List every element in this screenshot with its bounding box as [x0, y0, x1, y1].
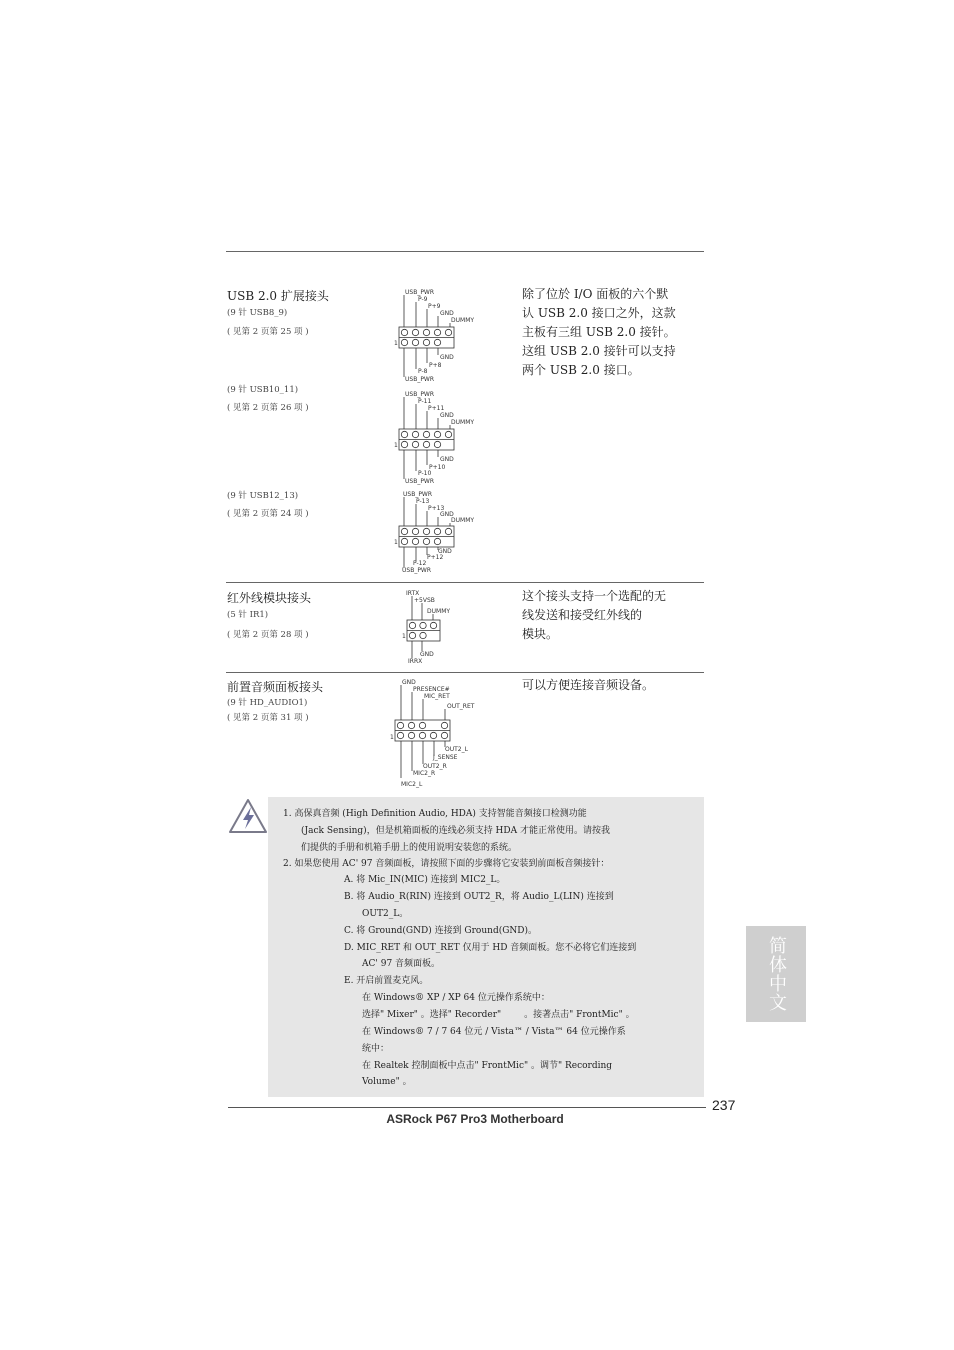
label-p-bottom-b: P+8 [429, 362, 442, 369]
audio-sub-2: ( 见第 2 页第 31 项 ) [227, 713, 309, 723]
label-p-top-b: P+11 [428, 405, 445, 412]
label-pin1: 1 [394, 340, 398, 347]
label-gnd-top: GND [440, 412, 454, 419]
label-p-top-b: P+13 [428, 505, 445, 512]
label-pin1: 1 [390, 734, 394, 741]
label-pin1: 1 [394, 442, 398, 449]
label-out-ret: OUT_RET [447, 703, 475, 710]
audio-title: 前置音频面板接头 [227, 680, 324, 694]
label-gnd-bottom: GND [440, 456, 454, 463]
note-line: 2. 如果您使用 AC' 97 音频面板，请按照下面的步骤将它安装到前面板音频接针： [283, 859, 610, 869]
label-dummy: DUMMY [427, 608, 451, 615]
label-usb-pwr-bottom: USB_PWR [405, 376, 435, 383]
usb-sub-1: (9 针 USB8_9) [227, 308, 288, 318]
usb-sub-3: (9 针 USB10_11) [227, 385, 299, 395]
audio-description [522, 676, 654, 695]
label-out2-l: OUT2_L [445, 746, 468, 753]
usb-desc-line: 两个 USB 2.0 接口。 [522, 363, 640, 377]
ir-sub-1: (5 针 IR1) [227, 610, 269, 620]
note-line: B. 将 Audio_R(RIN) 连接到 OUT2_R，将 Audio_L(LIN) 连接到 [344, 892, 614, 902]
usb-desc-line: 除了位於 I/O 面板的六个默 [522, 287, 669, 301]
footer-title: ASRock P67 Pro3 Motherboard [386, 1112, 564, 1126]
label-gnd: GND [402, 679, 416, 686]
label-p-top-b: P+9 [428, 303, 441, 310]
label-p-bottom-a: P-10 [418, 470, 432, 477]
label-usb-pwr-top: USB_PWR [405, 289, 435, 296]
footer-rule [228, 1107, 706, 1108]
label-j-sense: J_SENSE [433, 754, 458, 761]
label-p-bottom-b: P+10 [429, 464, 446, 471]
ir-description [522, 587, 666, 644]
label-out2-r: OUT2_R [423, 763, 447, 770]
note-line: D. MIC_RET 和 OUT_RET 仅用于 HD 音频面板。您不必将它们连接到 [344, 943, 637, 953]
hd-audio-header-diagram [388, 676, 498, 794]
label-pin1: 1 [402, 633, 406, 640]
label-usb-pwr-top: USB_PWR [403, 491, 433, 498]
note-line: OUT2_L。 [362, 909, 409, 919]
language-tab-label: 简体中文 [766, 936, 787, 1012]
label-mic2-l: MIC2_L [401, 781, 423, 788]
label-gnd-bottom: GND [438, 548, 452, 555]
ir-desc-line: 模块。 [522, 627, 559, 641]
label-irtx: IRTX [406, 590, 420, 597]
note-box [268, 797, 704, 1097]
note-line: C. 将 Ground(GND) 连接到 Ground(GND)。 [344, 926, 538, 936]
ir-title: 红外线模块接头 [227, 591, 312, 605]
usb-sub-6: ( 见第 2 页第 24 项 ) [227, 509, 309, 519]
note-line: 在 Windows® 7 / 7 64 位元 / Vista™ / Vista™ 64 位元操作系 [362, 1027, 626, 1037]
label-mic2-r: MIC2_R [413, 770, 436, 777]
label-pin1: 1 [394, 539, 398, 546]
label-5vsb: +5VSB [414, 597, 435, 604]
label-presence: PRESENCE# [413, 686, 450, 693]
note-line: AC' 97 音频面板。 [362, 959, 441, 969]
label-p-bottom-a: P-8 [418, 368, 428, 375]
top-rule [226, 251, 704, 252]
label-gnd-top: GND [440, 310, 454, 317]
usb-sub-2: ( 见第 2 页第 25 项 ) [227, 327, 309, 337]
ir-sub-2: ( 见第 2 页第 28 项 ) [227, 630, 309, 640]
usb-sub-5: (9 针 USB12_13) [227, 491, 299, 501]
label-dummy: DUMMY [451, 517, 475, 524]
usb-description [522, 285, 676, 380]
page-number: 237 [712, 1097, 736, 1113]
note-line: 统中： [362, 1044, 390, 1054]
divider-ir [226, 582, 704, 583]
label-p-top-a: P-13 [416, 498, 430, 505]
usb-desc-line: 主板有三组 USB 2.0 接针。 [522, 325, 676, 339]
label-mic-ret: MIC_RET [424, 693, 450, 700]
note-line: 1. 高保真音频 (High Definition Audio, HDA) 支持智能音频接口检测功能 [283, 809, 587, 819]
audio-desc-line: 可以方便连接音频设备。 [522, 678, 655, 692]
label-dummy: DUMMY [451, 317, 475, 324]
usb-title: USB 2.0 扩展接头 [227, 289, 329, 303]
usb12-13-header-diagram [392, 489, 492, 577]
divider-audio [226, 672, 704, 673]
usb-desc-line: 这组 USB 2.0 接针可以支持 [522, 344, 676, 358]
usb8-9-header-diagram [392, 287, 492, 385]
usb-desc-line: 认 USB 2.0 接口之外，这款 [522, 306, 676, 320]
note-line: 在 Realtek 控制面板中点击" FrontMic" 。调节" Recording [362, 1061, 613, 1071]
language-side-tab [746, 926, 806, 1022]
ir-header-diagram [400, 588, 480, 668]
note-line: 选择" Mixer" 。选择" Recorder" 。接著点击" FrontMic" 。 [362, 1010, 635, 1020]
label-usb-pwr-top: USB_PWR [405, 391, 435, 398]
note-line: A. 将 Mic_IN(MIC) 连接到 MIC2_L。 [344, 875, 506, 885]
label-usb-pwr-bottom: USB_PWR [405, 478, 435, 485]
label-p-bottom-a: P-12 [413, 560, 427, 567]
note-line: Volume" 。 [362, 1077, 412, 1087]
ir-desc-line: 线发送和接受红外线的 [522, 608, 643, 622]
label-gnd: GND [420, 651, 434, 658]
label-p-top-a: P-9 [418, 296, 428, 303]
ir-desc-line: 这个接头支持一个选配的无 [522, 589, 667, 603]
note-line: 在 Windows® XP / XP 64 位元操作系统中： [362, 993, 550, 1003]
label-gnd-top: GND [440, 511, 454, 518]
label-dummy: DUMMY [451, 419, 475, 426]
audio-sub-1: (9 针 HD_AUDIO1) [227, 698, 308, 708]
label-gnd-bottom: GND [440, 354, 454, 361]
label-irrx: IRRX [408, 658, 423, 665]
label-usb-pwr-bottom: USB_PWR [402, 567, 432, 574]
note-line: E. 开启前置麦克风。 [344, 976, 429, 986]
usb10-11-header-diagram [392, 389, 492, 487]
note-line: (Jack Sensing)，但是机箱面板的连线必须支持 HDA 才能正常使用。请按我 [301, 826, 610, 836]
label-p-bottom-b: P+12 [427, 554, 444, 561]
usb-sub-4: ( 见第 2 页第 26 项 ) [227, 403, 309, 413]
warning-icon [228, 798, 268, 834]
label-p-top-a: P-11 [418, 398, 432, 405]
note-line: 们提供的手册和机箱手册上的使用说明安装您的系统。 [301, 843, 518, 853]
